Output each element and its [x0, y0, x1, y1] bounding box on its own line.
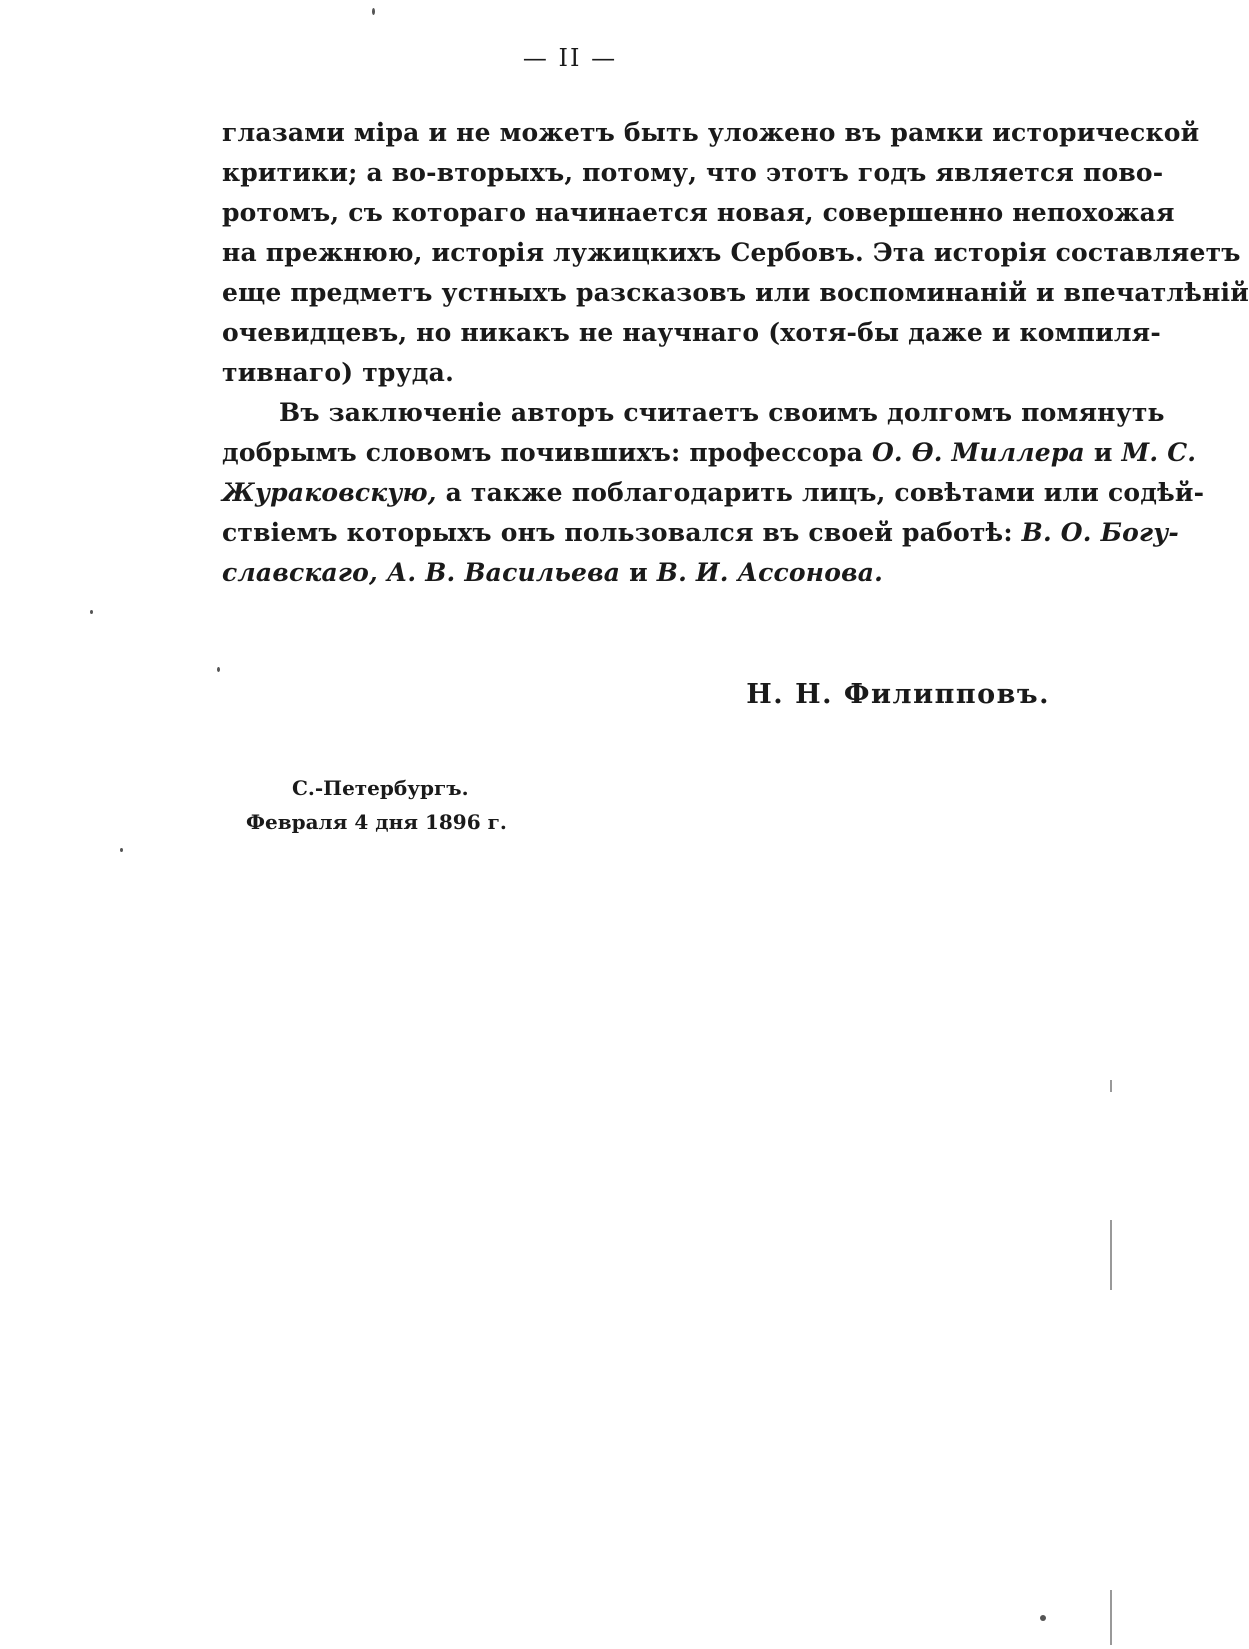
- page-number: — II —: [522, 44, 618, 72]
- text-run: а также поблагодарить лицъ, совѣтами или содѣй-: [436, 478, 1205, 507]
- text-run: тивнаго) труда.: [222, 358, 454, 387]
- scan-speck: [90, 610, 93, 614]
- italic-name-run: А. В. Васильева: [386, 558, 621, 587]
- text-run: и: [620, 558, 657, 587]
- text-run: очевидцевъ, но никакъ не научнаго (хотя-бы даже и компиля-: [222, 318, 1161, 347]
- scan-speck: [217, 667, 220, 672]
- scan-speck: [1040, 1615, 1046, 1621]
- text-line: [222, 313, 1161, 353]
- text-line: [222, 473, 1205, 513]
- paragraph-2: [222, 393, 1205, 593]
- scan-speck: [120, 848, 123, 852]
- italic-name-run: славскаго,: [222, 558, 378, 587]
- text-run: глазами міра и не можетъ быть уложено въ рамки исторической: [222, 118, 1200, 147]
- text-line: [222, 153, 1164, 193]
- italic-name-run: М. С.: [1121, 438, 1197, 467]
- scan-edge-mark: [1110, 1590, 1112, 1645]
- text-line: [222, 393, 1165, 433]
- text-line: [222, 553, 1074, 593]
- body-text: [222, 113, 1249, 593]
- text-line: [222, 353, 1074, 393]
- text-run: еще предметъ устныхъ разсказовъ или воспоминаній и впечатлѣній: [222, 278, 1249, 307]
- dateline-date: Февраля 4 дня 1896 г.: [246, 810, 507, 834]
- italic-name-run: В. О. Богу-: [1021, 518, 1180, 547]
- author-signature: Н. Н. Филипповъ.: [746, 679, 1050, 710]
- italic-name-run: В. И. Ассонова.: [656, 558, 884, 587]
- text-run: Въ заключеніе авторъ считаетъ своимъ долгомъ помянуть: [279, 398, 1165, 427]
- text-run: и: [1084, 438, 1122, 467]
- text-run: критики; а во-вторыхъ, потому, что этотъ годъ является пово-: [222, 158, 1164, 187]
- text-line: [222, 193, 1175, 233]
- text-run: ствіемъ которыхъ онъ пользовался въ своей работѣ:: [222, 518, 1022, 547]
- text-run: на прежнюю, исторія лужицкихъ Сербовъ. Эта исторія составляетъ: [222, 238, 1241, 267]
- dateline-place: С.-Петербургъ.: [292, 776, 469, 800]
- text-line: [222, 113, 1200, 153]
- scan-edge-mark: [1110, 1220, 1112, 1290]
- text-line: [222, 513, 1180, 553]
- text-line: [222, 273, 1249, 313]
- paragraph-1: [222, 113, 1249, 393]
- scan-speck: [372, 8, 375, 15]
- text-line: [222, 433, 1197, 473]
- scan-edge-mark: [1110, 1080, 1112, 1092]
- text-run: добрымъ словомъ почившихъ: профессора: [222, 438, 872, 467]
- italic-name-run: О. Ѳ. Миллера: [871, 438, 1085, 467]
- text-line: [222, 233, 1241, 273]
- text-run: [378, 558, 387, 587]
- text-run: ротомъ, съ котораго начинается новая, совершенно непохожая: [222, 198, 1175, 227]
- italic-name-run: Жураковскую,: [222, 478, 437, 507]
